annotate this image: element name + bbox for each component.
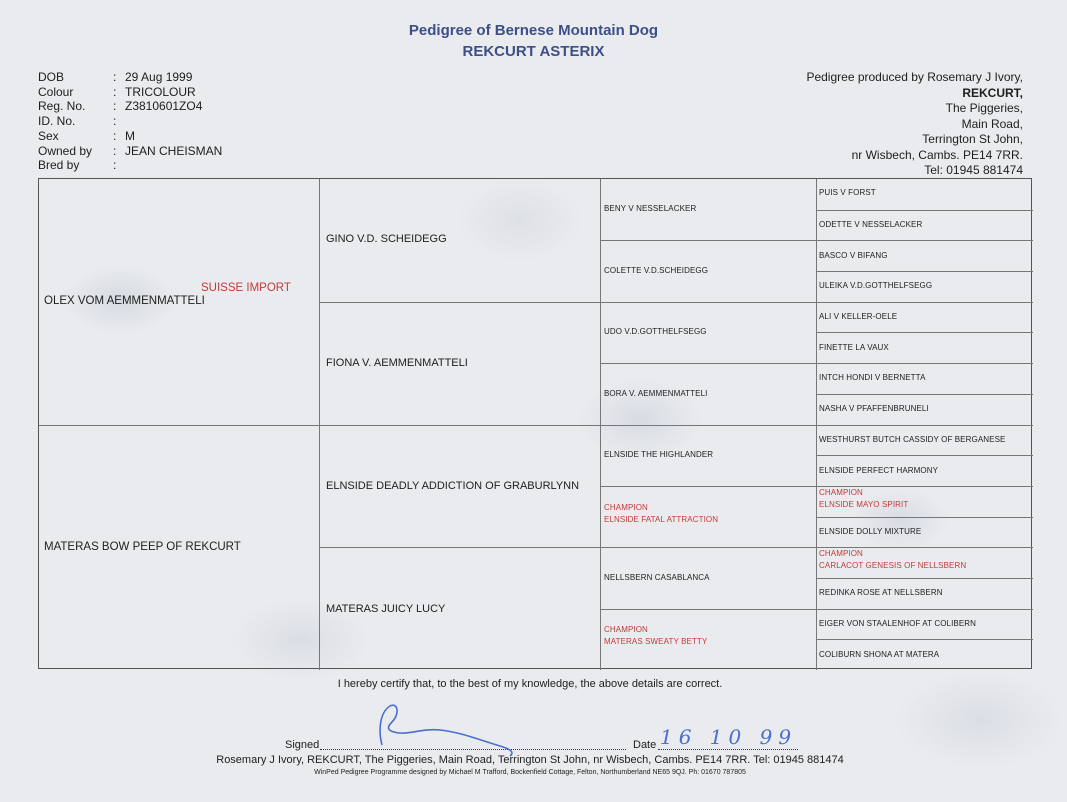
- gen4-ancestor-cell: [816, 394, 1033, 425]
- detail-label: ID. No.: [38, 114, 76, 129]
- detail-sex: Sex : M: [38, 128, 135, 143]
- gen4-ancestor-cell: [816, 332, 1033, 363]
- detail-reg-no: Reg. No. : Z3810601ZO4: [38, 99, 203, 114]
- detail-dob: DOB : 29 Aug 1999: [38, 70, 193, 84]
- detail-value: JEAN CHEISMAN: [125, 143, 223, 158]
- great-grandparent-cell: [600, 240, 816, 301]
- gen4-ancestor-name: REDINKA ROSE AT NELLSBERN: [819, 588, 943, 598]
- date-label: Date: [633, 739, 657, 751]
- gen4-ancestor-cell: [816, 547, 1033, 578]
- document-title: Pedigree of Bernese Mountain Dog: [408, 22, 659, 39]
- gen4-ancestor-name: ALI V KELLER-OELE: [819, 312, 898, 322]
- gen4-ancestor-cell: [816, 179, 1033, 210]
- producer-line: nr Wisbech, Cambs. PE14 7RR.: [851, 147, 1023, 162]
- grandparent-name: ELNSIDE DEADLY ADDICTION OF GRABURLYNN: [326, 479, 580, 492]
- gen4-ancestor-name: COLIBURN SHONA AT MATERA: [819, 649, 940, 659]
- detail-value: M: [125, 128, 135, 143]
- great-grandparent-cell: [600, 302, 816, 363]
- great-grandparent-name: BORA V. AEMMENMATTELI: [604, 388, 708, 398]
- dog-name: REKCURT ASTERIX: [462, 43, 605, 60]
- great-grandparent-cell: [600, 486, 816, 547]
- detail-id-no: ID. No. :: [38, 114, 117, 129]
- grandparent-name: GINO V.D. SCHEIDEGG: [326, 233, 447, 246]
- champion-title: CHAMPION: [604, 625, 648, 635]
- great-grandparent-name: ELNSIDE FATAL ATTRACTION: [604, 514, 719, 524]
- signed-label: Signed: [285, 739, 320, 751]
- gen4-ancestor-name: INTCH HONDI V BERNETTA: [819, 373, 926, 383]
- champion-title: CHAMPION: [819, 487, 863, 497]
- champion-title: CHAMPION: [604, 502, 648, 512]
- grandparent-cell: [319, 179, 600, 302]
- detail-label: Colour: [38, 84, 74, 99]
- gen4-ancestor-cell: [816, 271, 1033, 302]
- great-grandparent-cell: [600, 547, 816, 608]
- signature-scribble: [360, 700, 530, 760]
- detail-label: Sex: [38, 128, 59, 143]
- grandparent-name: FIONA V. AEMMENMATTELI: [326, 357, 468, 370]
- producer-line: Terrington St John,: [922, 132, 1023, 146]
- great-grandparent-name: MATERAS SWEATY BETTY: [604, 637, 708, 647]
- dog-details: [38, 70, 222, 173]
- gen4-ancestor-cell: [816, 578, 1033, 609]
- gen4-ancestor-cell: [816, 302, 1033, 333]
- great-grandparent-cell: [600, 179, 816, 240]
- producer-block: [806, 70, 1023, 179]
- date-handwritten: 16 10 99: [660, 725, 798, 749]
- gen4-ancestor-name: FINETTE LA VAUX: [819, 342, 889, 352]
- producer-line: Pedigree produced by Rosemary J Ivory,: [806, 70, 1023, 84]
- date-line: [658, 749, 798, 750]
- grandparent-cell: [319, 547, 600, 670]
- gen4-ancestor-name: CARLACOT GENESIS OF NELLSBERN: [819, 561, 967, 571]
- detail-label: Reg. No.: [38, 99, 86, 114]
- gen4-ancestor-name: ELNSIDE PERFECT HARMONY: [819, 465, 939, 475]
- sire-name: OLEX VOM AEMMENMATTELI: [44, 294, 205, 307]
- great-grandparent-cell: [600, 609, 816, 670]
- great-grandparent-name: UDO V.D.GOTTHELFSEGG: [604, 327, 707, 337]
- gen4-ancestor-cell: [816, 455, 1033, 486]
- great-grandparent-name: NELLSBERN CASABLANCA: [604, 572, 710, 582]
- footer-software-credit: WinPed Pedigree Programme designed by Michael M Trafford, Bockenfield Cottage, Felton, Northumberland NE65 9QJ. Ph: 01670 787805: [314, 769, 746, 776]
- dam-name: MATERAS BOW PEEP OF REKCURT: [44, 541, 241, 554]
- champion-title: CHAMPION: [819, 549, 863, 559]
- gen4-ancestor-cell: [816, 517, 1033, 548]
- gen4-ancestor-name: BASCO V BIFANG: [819, 250, 888, 260]
- gen4-ancestor-cell: [816, 486, 1033, 517]
- dam-cell: [39, 425, 319, 671]
- gen4-ancestor-name: ODETTE V NESSELACKER: [819, 220, 923, 230]
- gen4-ancestor-name: PUIS V FORST: [819, 188, 876, 198]
- detail-label: DOB: [38, 70, 65, 84]
- gen4-ancestor-name: NASHA V PFAFFENBRUNELI: [819, 404, 929, 414]
- producer-phone: Tel: 01945 881474: [924, 163, 1023, 177]
- detail-breeder: Bred by :: [38, 158, 117, 173]
- gen4-ancestor-name: ULEIKA V.D.GOTTHELFSEGG: [819, 281, 933, 291]
- great-grandparent-name: COLETTE V.D.SCHEIDEGG: [604, 266, 709, 276]
- great-grandparent-name: BENY V NESSELACKER: [604, 203, 697, 213]
- detail-value: 29 Aug 1999: [125, 70, 193, 84]
- gen4-ancestor-cell: [816, 425, 1033, 456]
- grandparent-cell: [319, 425, 600, 548]
- gen4-ancestor-name: WESTHURST BUTCH CASSIDY OF BERGANESE: [819, 434, 1006, 444]
- detail-colour: Colour : TRICOLOUR: [38, 84, 196, 99]
- great-grandparent-cell: [600, 425, 816, 486]
- detail-owner: Owned by : JEAN CHEISMAN: [38, 143, 223, 158]
- great-grandparent-name: ELNSIDE THE HIGHLANDER: [604, 450, 714, 460]
- gen4-ancestor-cell: [816, 639, 1033, 670]
- certification-statement: I hereby certify that, to the best of my knowledge, the above details are correct.: [337, 678, 723, 690]
- great-grandparent-cell: [600, 363, 816, 424]
- gen4-ancestor-name: EIGER VON STAALENHOF AT COLIBERN: [819, 618, 977, 628]
- gen4-ancestor-name: ELNSIDE DOLLY MIXTURE: [819, 526, 922, 536]
- sire-cell: [39, 179, 319, 425]
- detail-value: TRICOLOUR: [125, 84, 196, 99]
- grandparent-name: MATERAS JUICY LUCY: [326, 602, 446, 615]
- gen4-ancestor-name: ELNSIDE MAYO SPIRIT: [819, 499, 909, 509]
- gen4-ancestor-cell: [816, 609, 1033, 640]
- gen4-ancestor-cell: [816, 363, 1033, 394]
- producer-line: The Piggeries,: [945, 101, 1023, 115]
- detail-label: Owned by: [38, 143, 93, 158]
- kennel-name: REKCURT,: [962, 85, 1023, 100]
- detail-value: Z3810601ZO4: [125, 99, 203, 114]
- producer-line: Main Road,: [961, 116, 1023, 131]
- pedigree-grid: [38, 178, 1032, 669]
- detail-label: Bred by: [38, 158, 80, 173]
- gen4-ancestor-cell: [816, 210, 1033, 241]
- sire-import-note: SUISSE IMPORT: [201, 281, 291, 294]
- footer-address: Rosemary J Ivory, REKCURT, The Piggeries, Main Road, Terrington St John, nr Wisbech, Cambs. PE14 7RR. Tel: 01945 881474: [216, 754, 844, 766]
- grandparent-cell: [319, 302, 600, 425]
- gen4-ancestor-cell: [816, 240, 1033, 271]
